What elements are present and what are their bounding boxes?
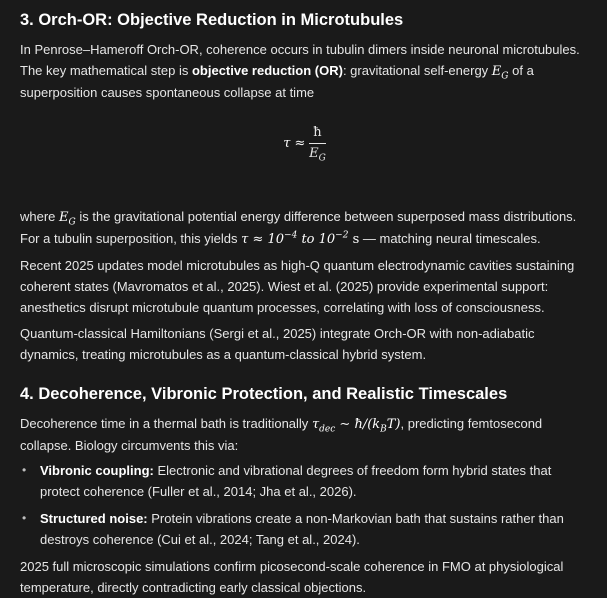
energy-symbol: $E_G$	[491, 64, 509, 82]
section-3-updates-paragraph: Recent 2025 updates model microtubules as high-Q quantum electrodynamic cavities sustaining coherent states (Mavromatos et al., 2025). Wiest et al. (2025) provide experimental support: anesthetics disrupt microtubule quantum processes, correlating with loss of consciousness.	[20, 258, 575, 315]
section-3-intro-paragraph: In Penrose–Hameroff Orch-OR, coherence occurs in tubulin dimers inside neuronal microtubules. The key mathematical step is objective reduction (OR): gravitational self-energy $E_G$ of a superposition causes spontaneous collapse at time	[20, 42, 580, 100]
energy-symbol-2: $E_G$	[59, 210, 76, 228]
timescale-expression: $\tau \approx 10^{-4}$ to $10^{-2}$ s	[241, 230, 360, 247]
section-4-heading: 4. Decoherence, Vibronic Protection, and Realistic Timescales	[20, 385, 508, 403]
section-3-where-paragraph: where $E_G$ is the gravitational potential energy difference between superposed mass distributions. For a tubulin superposition, this yields $\tau \approx 10^{-4}$ to $10^{-2}$ s — matching neural timescales.	[20, 209, 577, 247]
equation-denominator: $E_G$	[309, 146, 326, 164]
section-4-conclusion-paragraph: 2025 full microscopic simulations confirm picosecond-scale coherence in FMO at physiological temperature, directly contradicting early classical objections.	[20, 559, 564, 595]
section-3-heading: 3. Orch-OR: Objective Reduction in Microtubules	[20, 11, 404, 29]
decoherence-expression: $\tau_{dec}$ ∼ $ħ/(k_BT)$	[311, 417, 401, 435]
equation-lhs: τ ≈	[283, 136, 306, 151]
objective-reduction-term: objective reduction (OR)	[191, 63, 343, 78]
equation-fraction	[309, 123, 326, 164]
collapse-time-equation	[20, 123, 589, 183]
bullet-icon: •	[22, 463, 27, 477]
list-item-vibronic-coupling: • Vibronic coupling: Electronic and vibrational degrees of freedom form hybrid states that protect coherence (Fuller et al., 2014; Jha et al., 2026).	[20, 460, 589, 502]
section-3-hamiltonian-paragraph: Quantum-classical Hamiltonians (Sergi et al., 2025) integrate Orch-OR with non-adiabatic dynamics, treating microtubules as a quantum-classical hybrid system.	[20, 326, 535, 362]
mechanism-list	[20, 460, 589, 550]
section-4-intro-paragraph: Decoherence time in a thermal bath is traditionally $\tau_{dec}$ ∼ $ħ/(k_BT)$, predicting femtosecond collapse. Biology circumvents this via:	[20, 416, 543, 453]
bullet-icon: •	[22, 511, 27, 525]
list-item-structured-noise: • Structured noise: Protein vibrations create a non-Markovian bath that sustains rather than destroys coherence (Cui et al., 2024; Tang et al., 2024).	[20, 508, 589, 550]
equation-numerator: ħ	[309, 123, 326, 144]
